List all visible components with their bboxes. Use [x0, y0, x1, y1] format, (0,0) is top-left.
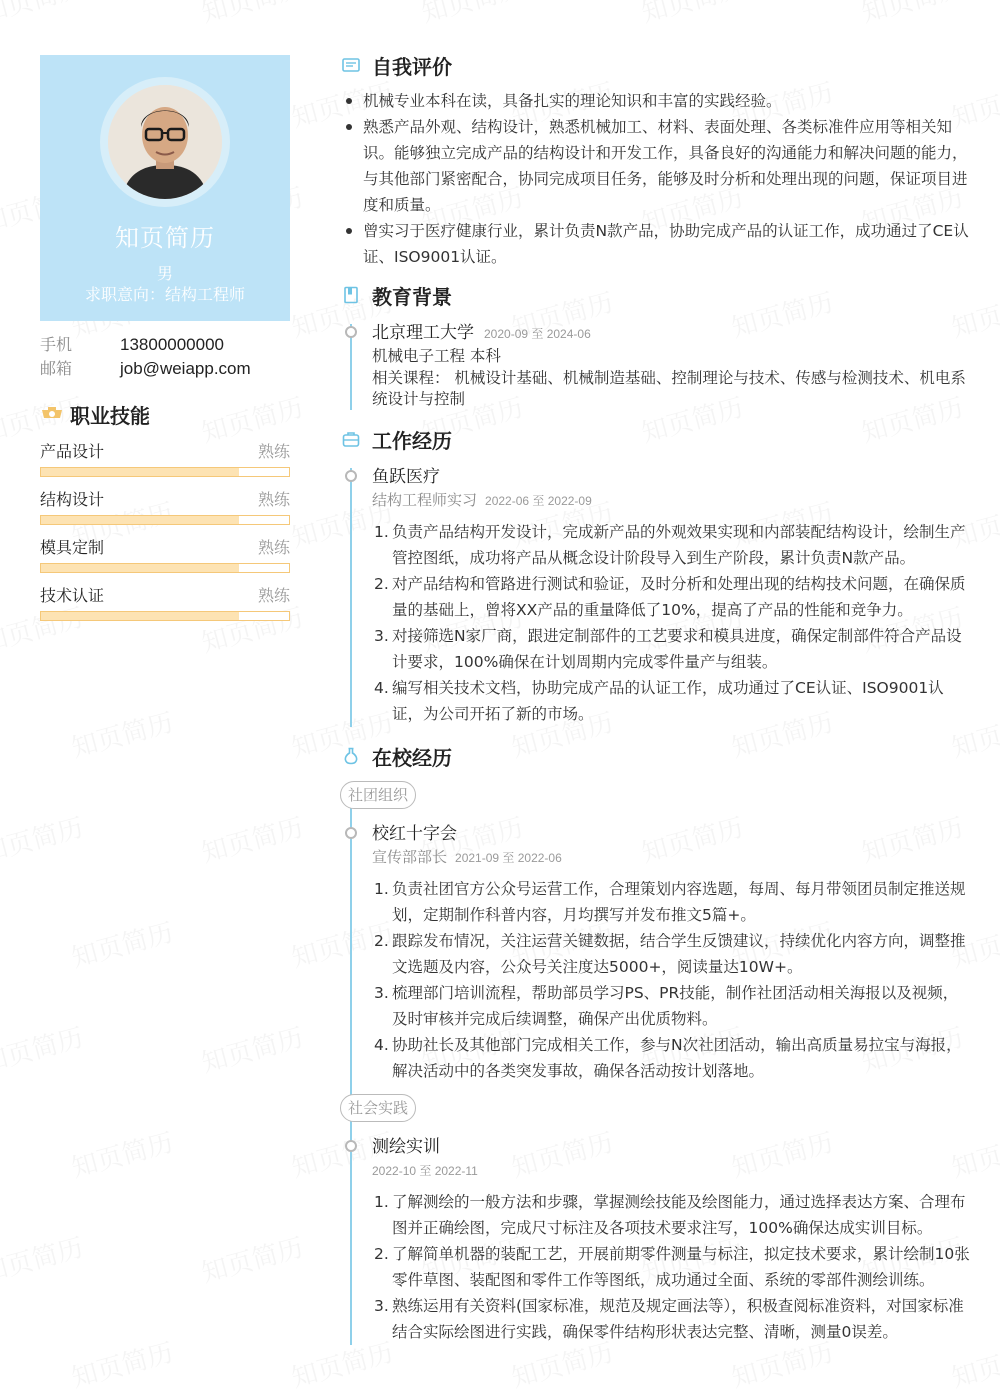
skill-level: 熟练	[257, 490, 290, 509]
list-item: 4. 协助社长及其他部门完成相关工作，参与N次社团活动，输出高质量易拉宝与海报，解决活动中的各类突发事故，确保各活动按计划落地。	[374, 1036, 962, 1080]
watermark-text	[197, 1017, 307, 1080]
phone-label: 手机	[40, 335, 73, 354]
phone-value: 13800000000	[120, 335, 225, 354]
section-header	[340, 278, 972, 312]
skill-name: 结构设计	[40, 490, 105, 509]
section-title: 在校经历	[372, 745, 452, 770]
watermark-text	[197, 1227, 307, 1290]
avatar	[108, 85, 222, 199]
section-campus	[340, 739, 972, 1345]
main-content	[340, 48, 972, 1345]
contact-info	[40, 333, 290, 381]
profile-gender: 男	[156, 264, 173, 283]
timeline-dot	[345, 470, 357, 482]
timeline-line	[350, 468, 352, 727]
work-timeline	[340, 462, 972, 727]
email-value: job@weiapp.com	[120, 359, 251, 378]
club-entry	[340, 819, 972, 1084]
watermark-text	[0, 1227, 87, 1290]
list-item: 4. 编写相关技术文档，协助完成产品的认证工作，成功通过了CE认证、ISO9001认证，为公司开拓了新的市场。	[374, 679, 944, 723]
watermark-text	[0, 0, 87, 30]
list-item: 1. 负责社团官方公众号运营工作，合理策划内容选题，每周、每月带领团员制定推送规划，定期制作科普内容，月均撰写并发布推文5篇+。	[374, 880, 966, 924]
education-timeline	[340, 318, 972, 410]
timeline-dot	[345, 827, 357, 839]
list-item: 1. 负责产品结构开发设计，完成新产品的外观效果实现和内部装配结构设计，绘制生产管控图纸，成功将产品从概念设计阶段导入到生产阶段，累计负责N款产品。	[374, 523, 966, 567]
list-item: 2. 对产品结构和管路进行测试和验证，及时分析和处理出现的结构技术问题，在确保质量的基础上，曾将XX产品的重量降低了10%，提高了产品的性能和竞争力。	[374, 575, 966, 619]
club-date: 2021-09 至 2022-06	[455, 851, 562, 865]
tag-club: 社团组织	[340, 781, 416, 809]
watermark-text	[417, 0, 527, 30]
section-header	[340, 48, 972, 82]
profile-name: 知页简历	[115, 224, 215, 252]
skill-name: 产品设计	[40, 442, 105, 461]
timeline-dot	[345, 326, 357, 338]
skills-icon	[40, 406, 64, 422]
skill-bar-fill	[41, 564, 239, 572]
skill-level: 熟练	[257, 586, 290, 605]
skill-item	[40, 583, 290, 621]
skills-list	[40, 439, 290, 621]
campus-timeline	[340, 781, 972, 1345]
skill-bar	[40, 515, 290, 525]
skill-name: 模具定制	[40, 538, 105, 557]
job-intent: 求职意向：结构工程师	[84, 285, 245, 304]
contact-phone	[40, 333, 290, 357]
section-title: 教育背景	[372, 284, 452, 309]
list-item: 3. 梳理部门培训流程，帮助部员学习PS、PR技能，制作社团活动相关海报以及视频，及时审核并完成后续调整，确保产出优质物料。	[374, 984, 959, 1028]
email-label: 邮箱	[40, 359, 73, 378]
section-header	[340, 739, 972, 773]
section-education	[340, 278, 972, 410]
watermark-text	[0, 807, 87, 870]
skills-header	[40, 399, 290, 429]
list-item: 3. 对接筛选N家厂商，跟进定制部件的工艺要求和模具进度，确保定制部件符合产品设计要求，100%确保在计划周期内完成零件量产与组装。	[374, 627, 962, 671]
watermark-text	[67, 1332, 177, 1395]
list-item: 熟悉产品外观、结构设计，熟悉机械加工、材料、表面处理、各类标准件应用等相关知识。能够独立完成产品的结构设计和开发工作，具备良好的沟通能力和解决问题的能力，与其他部门紧密配合，协同完成项目任务，能够及时分析和处理出现的问题，保证项目进度和质量。	[340, 114, 972, 218]
skill-bar-fill	[41, 468, 239, 476]
skill-item	[40, 535, 290, 573]
skill-bar	[40, 611, 290, 621]
company-name: 鱼跃医疗	[372, 467, 440, 487]
work-role: 结构工程师实习	[372, 491, 478, 509]
list-item: 1. 了解测绘的一般方法和步骤，掌握测绘技能及绘图能力，通过选择表达方案、合理布图并正确绘图，完成尺寸标注及各项技术要求注写，100%确保达成实训目标。	[374, 1193, 966, 1237]
watermark-text	[857, 0, 967, 30]
contact-email	[40, 357, 290, 381]
flask-icon	[342, 747, 360, 765]
work-date: 2022-06 至 2022-09	[485, 494, 592, 508]
skill-item	[40, 487, 290, 525]
list-item: 2. 了解简单机器的装配工艺，开展前期零件测量与标注，拟定技术要求，累计绘制10张零件草图、装配图和零件工作等图纸，成功通过全面、系统的零部件测绘训练。	[374, 1245, 970, 1289]
profile-card	[40, 55, 290, 321]
list-item: 曾实习于医疗健康行业，累计负责N款产品，协助完成产品的认证工作，成功通过了CE认证、ISO9001认证。	[340, 218, 972, 270]
skill-level: 熟练	[257, 538, 290, 557]
section-header	[340, 422, 972, 456]
book-icon	[342, 286, 360, 304]
skill-bar-fill	[41, 516, 239, 524]
sidebar	[40, 55, 290, 621]
list-item: 2. 跟踪发布情况，关注运营关键数据，结合学生反馈建议，持续优化内容方向，调整推文选题及内容，公众号关注度达5000+，阅读量达10W+。	[374, 932, 966, 976]
watermark-text	[67, 702, 177, 765]
avatar-ring	[100, 77, 230, 207]
section-title: 自我评价	[372, 54, 452, 79]
watermark-text	[67, 912, 177, 975]
practice-date: 2022-10 至 2022-11	[372, 1164, 478, 1178]
avatar-photo	[108, 85, 222, 199]
section-title: 工作经历	[372, 428, 452, 453]
practice-entry	[340, 1132, 972, 1345]
section-self-eval	[340, 48, 972, 270]
skill-item	[40, 439, 290, 477]
practice-name: 测绘实训	[372, 1137, 440, 1157]
tag-practice: 社会实践	[340, 1094, 416, 1122]
club-duties	[372, 876, 972, 1084]
skill-bar-fill	[41, 612, 239, 620]
list-item: 3. 熟练运用有关资料(国家标准，规范及规定画法等），积极查阅标准资料，对国家标准结合实际绘图进行实践，确保零件结构形状表达完整、清晰，测量0误差。	[374, 1297, 964, 1341]
briefcase-icon	[342, 430, 360, 448]
skill-level: 熟练	[257, 442, 290, 461]
watermark-text	[67, 1122, 177, 1185]
id-card-icon	[342, 56, 360, 74]
watermark-text	[0, 1017, 87, 1080]
watermark-text	[197, 807, 307, 870]
list-item: 机械专业本科在读，具备扎实的理论知识和丰富的实践经验。	[340, 88, 972, 114]
school-name: 北京理工大学	[372, 323, 474, 343]
section-work	[340, 422, 972, 727]
skill-bar	[40, 467, 290, 477]
education-major: 机械电子工程 本科	[372, 347, 501, 365]
timeline-dot	[345, 1140, 357, 1152]
club-org: 校红十字会	[372, 824, 457, 844]
skill-bar	[40, 563, 290, 573]
self-eval-list	[340, 88, 972, 270]
watermark-text	[197, 0, 307, 30]
education-date: 2020-09 至 2024-06	[484, 327, 591, 341]
work-duties	[372, 519, 972, 727]
club-role: 宣传部部长	[372, 848, 448, 866]
skills-title: 职业技能	[70, 403, 150, 428]
education-courses: 相关课程： 机械设计基础、机械制造基础、控制理论与技术、传感与检测技术、机电系统设计与控制	[372, 369, 966, 408]
watermark-text	[637, 0, 747, 30]
skill-name: 技术认证	[40, 586, 105, 605]
practice-duties	[372, 1189, 972, 1345]
